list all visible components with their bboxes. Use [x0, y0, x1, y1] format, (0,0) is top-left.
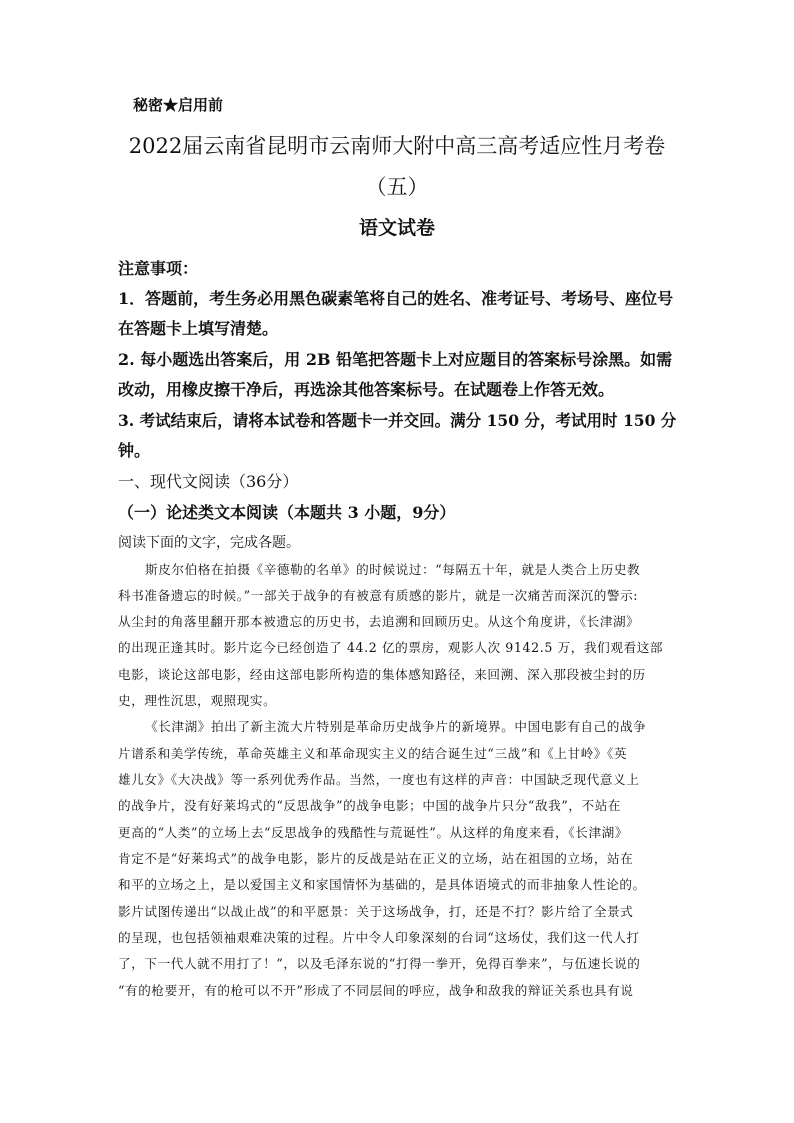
notice-line: 在答题卡上填写清楚。 — [118, 319, 279, 338]
passage-line: 和平的立场之上，是以爱国主义和家国情怀为基础的，是具体语境式的而非抽象人性论的。 — [118, 877, 646, 892]
passage-line: 斯皮尔伯格在拍摄《辛德勒的名单》的时候说过：“每隔五十年，就是人类合上历史教 — [145, 562, 641, 577]
passage-line: 的战争片，没有好莱坞式的“反思战争”的战争电影；中国的战争片只分“敌我”，不站在 — [118, 798, 622, 813]
notice-line: 改动，用橡皮擦干净后，再选涂其他答案标号。在试题卷上作答无效。 — [118, 380, 615, 399]
passage-line: 影片试图传递出“以战止战”的和平愿景：关于这场战争，打，还是不打？影片给了全景式 — [118, 904, 634, 919]
notice-heading: 注意事项： — [118, 259, 199, 278]
section-heading: 一、现代文阅读（36分） — [118, 472, 299, 491]
passage-line: 肯定不是“好莱坞式”的战争电影，影片的反战是站在正义的立场，站在祖国的立场，站在 — [118, 851, 634, 866]
confidential-label: 秘密★启用前 — [133, 96, 224, 114]
exam-title-volume: （五） — [365, 175, 429, 199]
notice-line: 1．答题前，考生务必用黑色碳素笔将自己的姓名、准考证号、考场号、座位号 — [118, 289, 674, 308]
passage-line: 电影，谈论这部电影，经由这部电影所构造的集体感知路径，来回溯、深入那段被尘封的历 — [118, 667, 646, 682]
notice-line: 钟。 — [118, 441, 151, 460]
passage-line: 了，下一代人就不用打了！”，以及毛泽东说的“打得一拳开，免得百拳来”，与伍速长说的 — [118, 956, 641, 971]
passage-line: 片谱系和美学传统，革命英雄主义和革命现实主义的结合诞生过“三战”和《上甘岭》《英 — [118, 746, 628, 761]
notice-line: 2. 每小题选出答案后，用 2B 铅笔把答题卡上对应题目的答案标号涂黑。如需 — [118, 350, 673, 369]
notice-line: 3. 考试结束后，请将本试卷和答题卡一并交回。满分 150 分，考试用时 150 分 — [118, 411, 677, 430]
exam-subject: 语文试卷 — [358, 217, 435, 239]
subsection-heading: （一）论述类文本阅读（本题共 3 小题，9分） — [118, 503, 456, 522]
passage-line: “有的枪要开，有的枪可以不开”形成了不同层间的呼应，战争和敌我的辩证关系也具有说 — [118, 983, 634, 998]
passage-line: 的出现正逢其时。影片迄今已经创造了 44.2 亿的票房，观影人次 9142.5 万，我们观看这部 — [118, 640, 664, 655]
passage-line: 雄儿女》《大决战》等一系列优秀作品。当然，一度也有这样的声音：中国缺乏现代意义上 — [118, 772, 640, 787]
reading-instruction: 阅读下面的文字，完成各题。 — [118, 535, 300, 551]
passage-line: 更高的“人类”的立场上去“反思战争的残酷性与荒诞性”。从这样的角度来看，《长津湖》 — [118, 825, 629, 840]
exam-title: 2022届云南省昆明市云南师大附中高三高考适应性月考卷 — [128, 134, 666, 158]
passage-line: 的呈现，也包括领袖艰难决策的过程。片中令人印象深刻的台词“这场仗，我们这一代人打 — [118, 930, 640, 945]
passage-line: 史，理性沉思，观照现实。 — [118, 693, 277, 708]
passage-line: 从尘封的角落里翻开那本被遗忘的历史书，去追溯和回顾历史。从这个角度讲，《长津湖》 — [118, 614, 640, 629]
passage-line: 《长津湖》拍出了新主流大片特别是革命历史战争片的新境界。中国电影有自己的战争 — [145, 719, 647, 734]
passage-line: 科书准备遗忘的时候。”一部关于战争的有被意有质感的影片，就是一次痛苦而深沉的警示: — [118, 588, 639, 603]
